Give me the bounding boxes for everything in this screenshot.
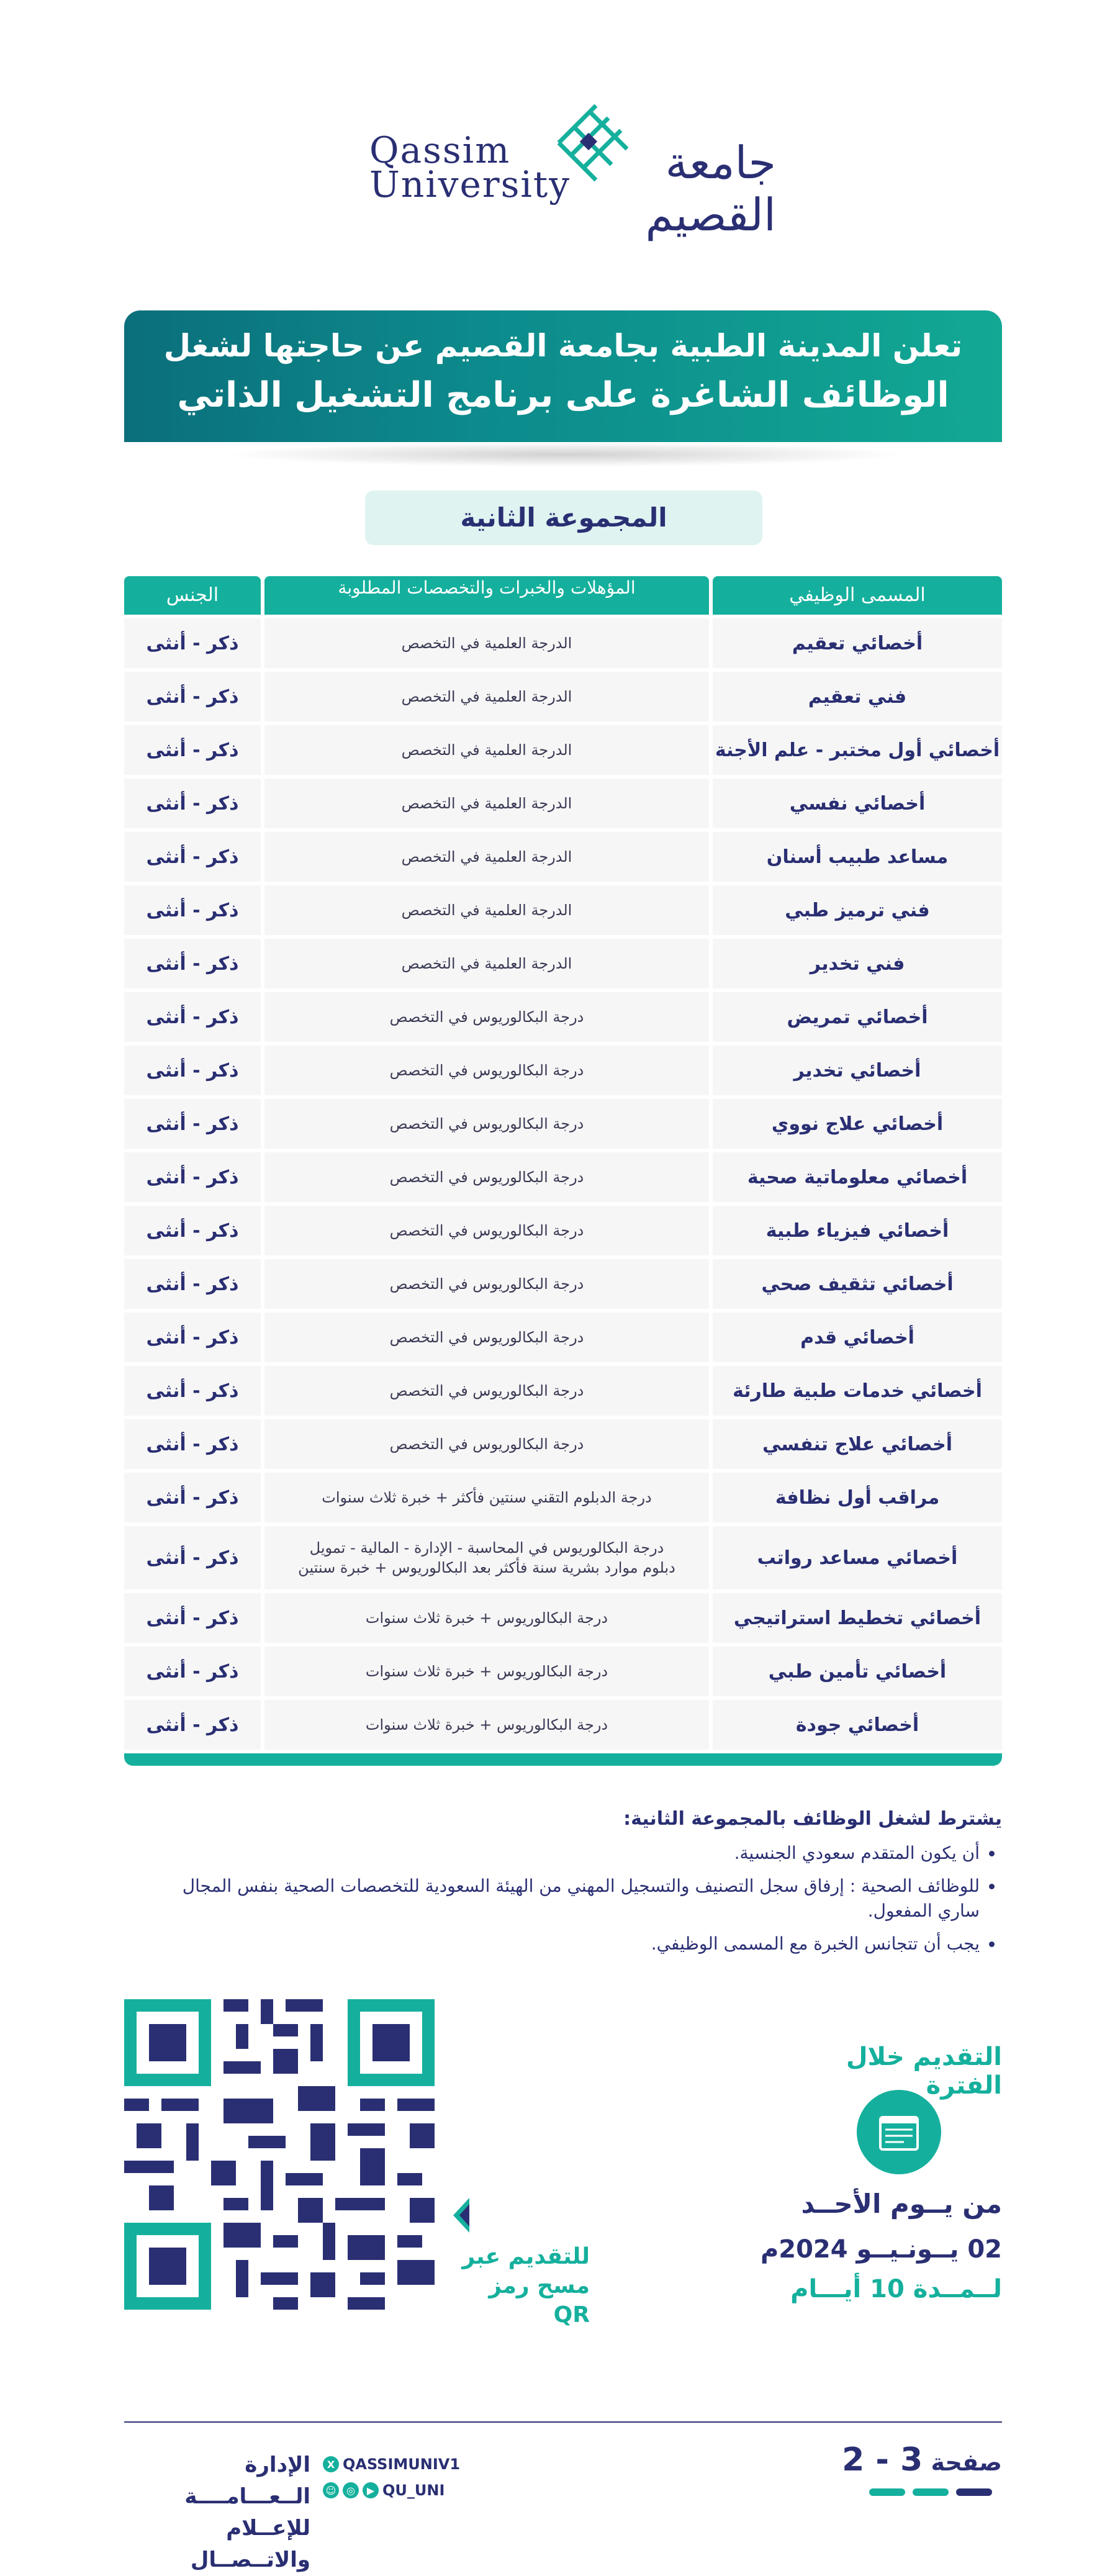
table-row (124, 939, 1002, 988)
qualification-cell: درجة البكالوريوس + خبرة ثلاث سنوات (264, 1593, 709, 1643)
gender-cell: ذكر - أنثى (124, 1259, 261, 1309)
social-handles (323, 2451, 484, 2503)
logo-en-line2: University (369, 163, 571, 206)
gender-cell: ذكر - أنثى (124, 1206, 261, 1255)
footer-divider (124, 2421, 1002, 2423)
qualification-cell: درجة البكالوريوس في التخصص (264, 1366, 709, 1416)
job-title-cell: أخصائي تأمين طبي (713, 1647, 1002, 1696)
gender-cell: ذكر - أنثى (124, 1700, 261, 1750)
page-bar-active (956, 2488, 992, 2496)
apply-start-date: 02 يــونـيــو 2024م (760, 2235, 1002, 2264)
qualification-cell: درجة البكالوريوس في المحاسبة - الإدارة - المالية - تمويل دبلوم موارد بشرية سنة فأكثر بعد البكالوريوس + خبرة سنتين (264, 1526, 709, 1589)
arrow-left-icon (452, 2198, 471, 2233)
logo-arabic: جامعة القصيم (645, 137, 776, 241)
gender-cell: ذكر - أنثى (124, 1419, 261, 1469)
job-title-cell: أخصائي قدم (713, 1313, 1002, 1362)
job-title-cell: أخصائي فيزياء طبية (713, 1206, 1002, 1255)
qualification-cell: درجة البكالوريوس في التخصص (264, 1259, 709, 1309)
job-title-cell: أخصائي خدمات طبية طارئة (713, 1366, 1002, 1416)
table-row (124, 1473, 1002, 1522)
qualification-cell: الدرجة العلمية في التخصص (264, 618, 709, 668)
gender-cell: ذكر - أنثى (124, 832, 261, 882)
page-progress-bars (869, 2488, 1002, 2497)
table-row (124, 1526, 1002, 1589)
table-row (124, 779, 1002, 828)
gender-cell: ذكر - أنثى (124, 618, 261, 668)
job-title-cell: مساعد طبيب أسنان (713, 832, 1002, 882)
apply-duration: لــمــدة 10 أيـــام (790, 2275, 1002, 2303)
job-title-cell: أخصائي علاج نووي (713, 1099, 1002, 1149)
table-row (124, 618, 1002, 668)
gender-cell: ذكر - أنثى (124, 779, 261, 828)
table-row (124, 725, 1002, 775)
table-row (124, 1593, 1002, 1643)
table-row (124, 1700, 1002, 1750)
logo-english (369, 129, 571, 206)
group-title: المجموعة الثانية (365, 490, 762, 545)
table-row (124, 832, 1002, 882)
qr-instruction (453, 2243, 590, 2330)
qualification-cell: درجة البكالوريوس في التخصص (264, 1099, 709, 1149)
qualification-cell: الدرجة العلمية في التخصص (264, 885, 709, 935)
gender-cell: ذكر - أنثى (124, 1046, 261, 1095)
job-title-cell: فني تخدير (713, 939, 1002, 988)
gender-cell: ذكر - أنثى (124, 939, 261, 988)
banner-line1: تعلن المدينة الطبية بجامعة القصيم عن حاجتها لشغل (163, 328, 963, 364)
apply-period-title: التقديم خلال الفترة (846, 2043, 1002, 2100)
gender-cell: ذكر - أنثى (124, 1473, 261, 1522)
header-job-title: المسمى الوظيفي (713, 576, 1002, 615)
job-title-cell: أخصائي مساعد رواتب (713, 1526, 1002, 1589)
page-number: 2 - 3 (842, 2441, 923, 2479)
job-title-cell: أخصائي تثقيف صحي (713, 1259, 1002, 1309)
job-title-cell: أخصائي تعقيم (713, 618, 1002, 668)
qualification-cell: درجة البكالوريوس في التخصص (264, 1206, 709, 1255)
qualification-cell: درجة البكالوريوس في التخصص (264, 992, 709, 1042)
gender-cell: ذكر - أنثى (124, 1526, 261, 1589)
page-indicator (819, 2441, 1002, 2479)
requirement-item: • للوظائف الصحية : إرفاق سجل التصنيف والتسجيل المهني من الهيئة السعودية للتخصصات الصحية بنفس المجال ساري المفعول. (155, 1874, 980, 1924)
department-name (124, 2449, 310, 2576)
table-row (124, 1152, 1002, 1202)
x-twitter-icon[interactable]: X (323, 2456, 339, 2472)
requirements-title: يشترط لشغل الوظائف بالمجموعة الثانية: (623, 1808, 1002, 1830)
qualification-cell: درجة الدبلوم التقني سنتين فأكثر + خبرة ثلاث سنوات (264, 1473, 709, 1522)
job-title-cell: أخصائي تمريض (713, 992, 1002, 1042)
header-gender: الجنس (124, 576, 261, 615)
job-title-cell: أخصائي تخطيط استراتيجي (713, 1593, 1002, 1643)
gender-cell: ذكر - أنثى (124, 672, 261, 721)
qualification-cell: الدرجة العلمية في التخصص (264, 832, 709, 882)
qualification-cell: الدرجة العلمية في التخصص (264, 672, 709, 721)
table-row (124, 1206, 1002, 1255)
job-title-cell: أخصائي جودة (713, 1700, 1002, 1750)
qualification-cell: درجة البكالوريوس في التخصص (264, 1419, 709, 1469)
requirements-list (155, 1841, 1002, 1956)
apply-start-day: من يــوم الأحــد (801, 2189, 1002, 2219)
department-line1: الإدارة الــعـــامــــة (184, 2452, 310, 2509)
table-row (124, 1046, 1002, 1095)
qr-label-line1: للتقديم عبر (462, 2244, 590, 2269)
job-title-cell: أخصائي تخدير (713, 1046, 1002, 1095)
banner-line2: الوظائف الشاغرة على برنامج التشغيل الذاتي (177, 375, 949, 415)
instagram-icon[interactable]: ◎ (343, 2482, 359, 2498)
qr-code[interactable] (124, 1999, 435, 2310)
job-title-cell: أخصائي علاج تنفسي (713, 1419, 1002, 1469)
table-header (124, 576, 1002, 615)
qualification-cell: الدرجة العلمية في التخصص (264, 779, 709, 828)
table-row (124, 1419, 1002, 1469)
qualification-cell: درجة البكالوريوس + خبرة ثلاث سنوات (264, 1700, 709, 1750)
requirements-section (155, 1808, 1002, 1964)
gender-cell: ذكر - أنثى (124, 1593, 261, 1643)
gender-cell: ذكر - أنثى (124, 1366, 261, 1416)
job-title-cell: أخصائي معلوماتية صحية (713, 1152, 1002, 1202)
table-row (124, 1647, 1002, 1696)
requirement-item: • يجب أن تتجانس الخبرة مع المسمى الوظيفي. (155, 1932, 980, 1957)
table-row (124, 1099, 1002, 1149)
qualification-cell: درجة البكالوريوس في التخصص (264, 1313, 709, 1362)
announcement-banner (124, 310, 1002, 442)
qualification-cell: درجة البكالوريوس في التخصص (264, 1152, 709, 1202)
job-title-cell: أخصائي نفسي (713, 779, 1002, 828)
social-x-handle[interactable]: QASSIMUNIV1 (343, 2456, 461, 2473)
youtube-icon[interactable]: ▶ (363, 2482, 379, 2498)
application-form-icon (857, 2090, 941, 2174)
table-row (124, 1313, 1002, 1362)
qualification-cell: درجة البكالوريوس في التخصص (264, 1046, 709, 1095)
gender-cell: ذكر - أنثى (124, 1152, 261, 1202)
logo-en-line1: Qassim (369, 129, 511, 171)
gender-cell: ذكر - أنثى (124, 885, 261, 935)
gender-cell: ذكر - أنثى (124, 725, 261, 775)
job-title-cell: فني تعقيم (713, 672, 1002, 721)
department-line2: للإعــلام والاتــصــال (190, 2516, 310, 2572)
banner-shadow (223, 442, 906, 467)
gender-cell: ذكر - أنثى (124, 992, 261, 1042)
page-label: صفحة (931, 2449, 1002, 2476)
qualification-cell: الدرجة العلمية في التخصص (264, 725, 709, 775)
qr-label-line2: مسح رمز QR (489, 2272, 590, 2328)
social-other-handle[interactable]: QU_UNI (382, 2482, 445, 2499)
gender-cell: ذكر - أنثى (124, 1099, 261, 1149)
job-title-cell: أخصائي أول مختبر - علم الأجنة (713, 725, 1002, 775)
jobs-table (124, 576, 1002, 1750)
table-footer-bar (124, 1753, 1002, 1766)
table-row (124, 992, 1002, 1042)
snapchat-icon[interactable]: ☺ (323, 2482, 339, 2498)
table-row (124, 672, 1002, 721)
page-bar (913, 2488, 949, 2496)
table-body (124, 618, 1002, 1750)
table-row (124, 1366, 1002, 1416)
qualification-cell: درجة البكالوريوس + خبرة ثلاث سنوات (264, 1647, 709, 1696)
gender-cell: ذكر - أنثى (124, 1647, 261, 1696)
job-title-cell: مراقب أول نظافة (713, 1473, 1002, 1522)
page-bar (869, 2488, 905, 2496)
table-row (124, 1259, 1002, 1309)
qualification-cell: الدرجة العلمية في التخصص (264, 939, 709, 988)
table-row (124, 885, 1002, 935)
header-qualifications: المؤهلات والخبرات والتخصصات المطلوبة (264, 576, 709, 615)
requirement-item: • أن يكون المتقدم سعودي الجنسية. (155, 1841, 980, 1866)
job-title-cell: فني ترميز طبي (713, 885, 1002, 935)
gender-cell: ذكر - أنثى (124, 1313, 261, 1362)
